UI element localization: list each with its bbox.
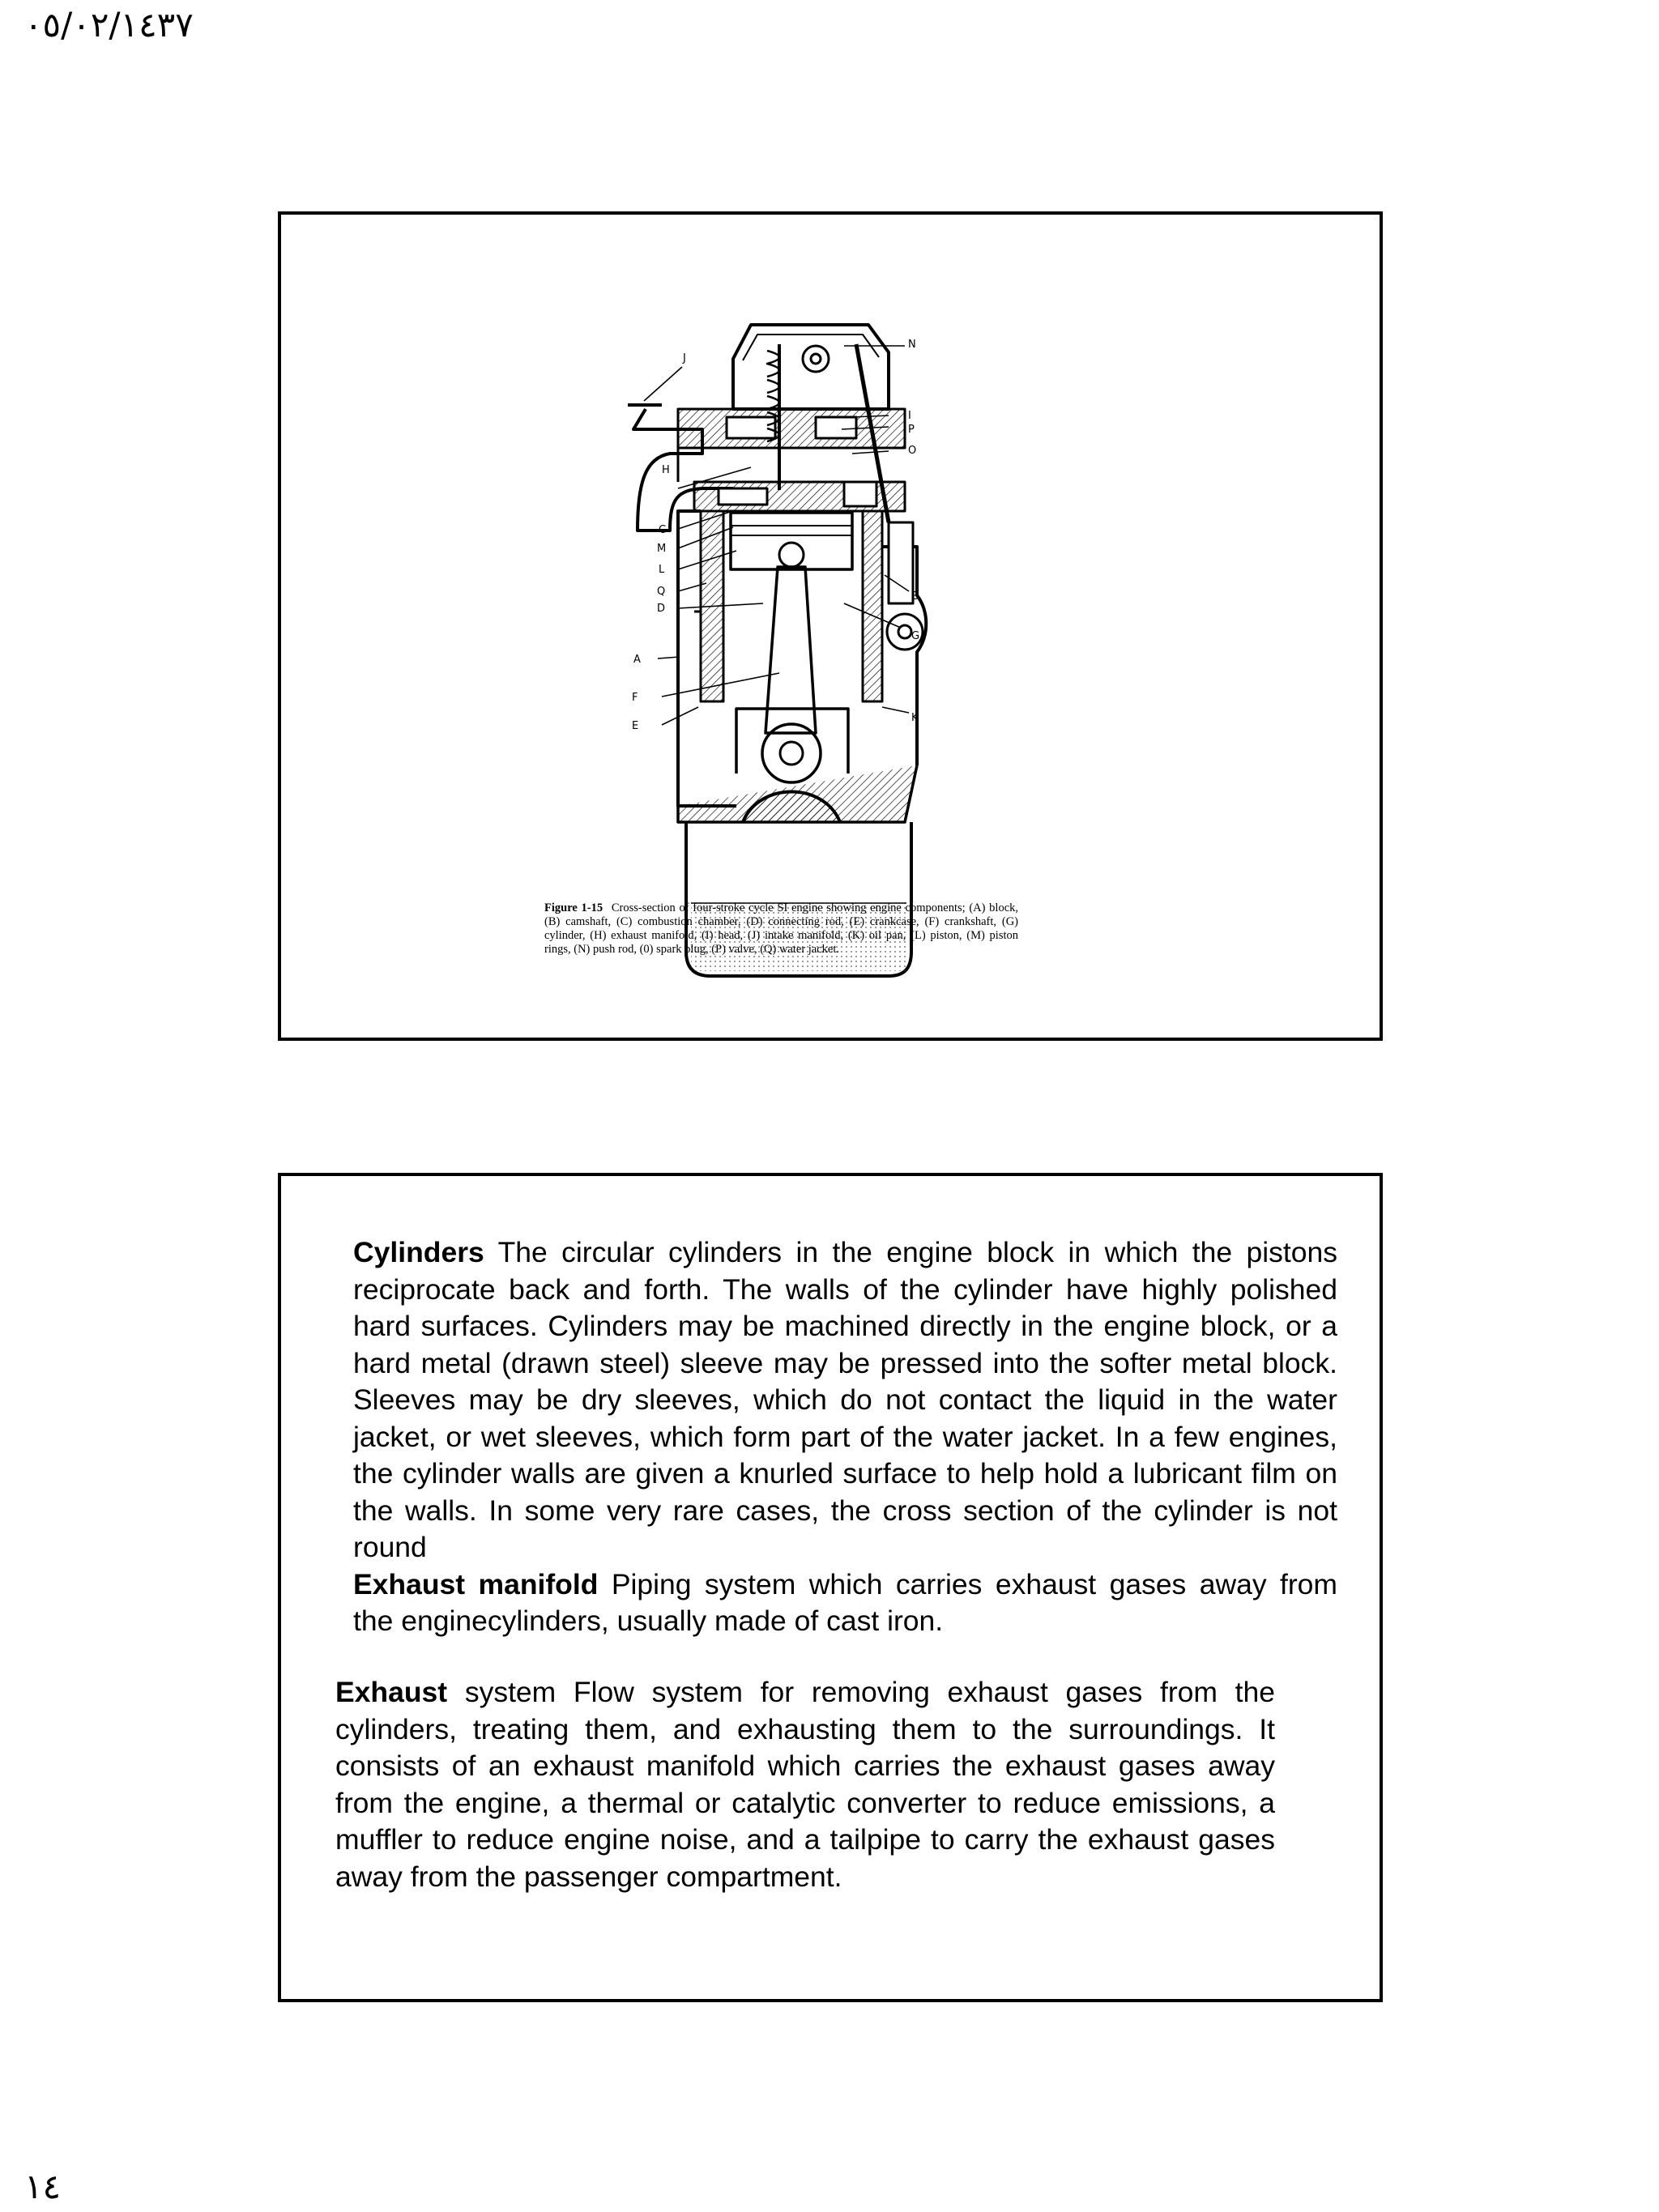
label-p: P — [908, 424, 915, 436]
label-o: O — [908, 445, 917, 457]
cylinders-paragraph — [353, 1234, 1337, 1566]
label-q: Q — [657, 586, 666, 598]
exhaust-manifold-body: Piping system which carries exhaust gases away from the enginecylinders, usually made of cast iron. — [353, 1567, 1337, 1637]
exhaust-paragraph — [335, 1674, 1275, 1895]
definitions-block-2 — [335, 1674, 1275, 1895]
slide-definitions — [278, 1173, 1383, 2002]
label-c: C — [659, 524, 667, 536]
label-h: H — [662, 464, 670, 476]
label-b: B — [911, 590, 919, 603]
cylinders-term: Cylinders — [353, 1236, 484, 1268]
exhaust-manifold-paragraph — [353, 1566, 1337, 1640]
label-k: K — [911, 712, 919, 724]
label-e: E — [632, 720, 639, 732]
exhaust-term: Exhaust — [335, 1676, 448, 1708]
label-n: N — [908, 339, 916, 351]
label-l: L — [659, 564, 665, 576]
definitions-block-1 — [353, 1234, 1337, 1640]
header-date: ٠٥/٠٢/١٤٣٧ — [24, 5, 194, 45]
label-a: A — [633, 654, 641, 666]
page-number: ١٤ — [24, 2167, 62, 2206]
slide-figure — [278, 211, 1383, 1041]
label-j: J — [683, 352, 686, 364]
figure-caption — [544, 901, 1018, 957]
figure-caption-label: Figure 1-15 — [544, 901, 603, 914]
exhaust-body: system Flow system for removing exhaust gases from the cylinders, treating them, and exhausting them to the surroundings. It consists of an exhaust manifold which carries the exhaust gases away from the engine, a thermal or catalytic converter to reduce emissions, a muffler to reduce engine noise, and a tailpipe to carry the exhaust gases away from the passenger compartment. — [335, 1676, 1275, 1893]
label-f: F — [632, 692, 638, 704]
figure-caption-text: Cross-section of four-stroke cycle SI engine showing engine components; (A) block, (B) camshaft, (C) combustion chamber, (D) connecting rod, (E) crankcase, (F) crankshaft, (G) cylinder, (H) exhaust manifold, (I) head, (J) intake manifold, (K) oil pan, (L) piston, (M) piston rings, (N) push rod, (0) spark plug, (P) valve, (Q) water jacket. — [544, 901, 1019, 956]
label-m: M — [657, 543, 667, 555]
cylinders-body: The circular cylinders in the engine block in which the pistons reciprocate back and forth. The walls of the cylinder have highly polished hard surfaces. Cylinders may be machined directly in the engine block, or a hard metal (drawn steel) sleeve may be pressed into the softer metal block. Sleeves may be dry sleeves, which do not contact the liquid in the water jacket, or wet sleeves, which form part of the water jacket. In a few engines, the cylinder walls are given a knurled surface to help hold a lubricant film on the walls. In some very rare cases, the cross section of the cylinder is not round — [353, 1236, 1337, 1563]
exhaust-manifold-term: Exhaust manifold — [353, 1567, 599, 1600]
label-d: D — [657, 603, 666, 615]
label-i: I — [908, 410, 911, 422]
label-g: G — [911, 630, 920, 642]
